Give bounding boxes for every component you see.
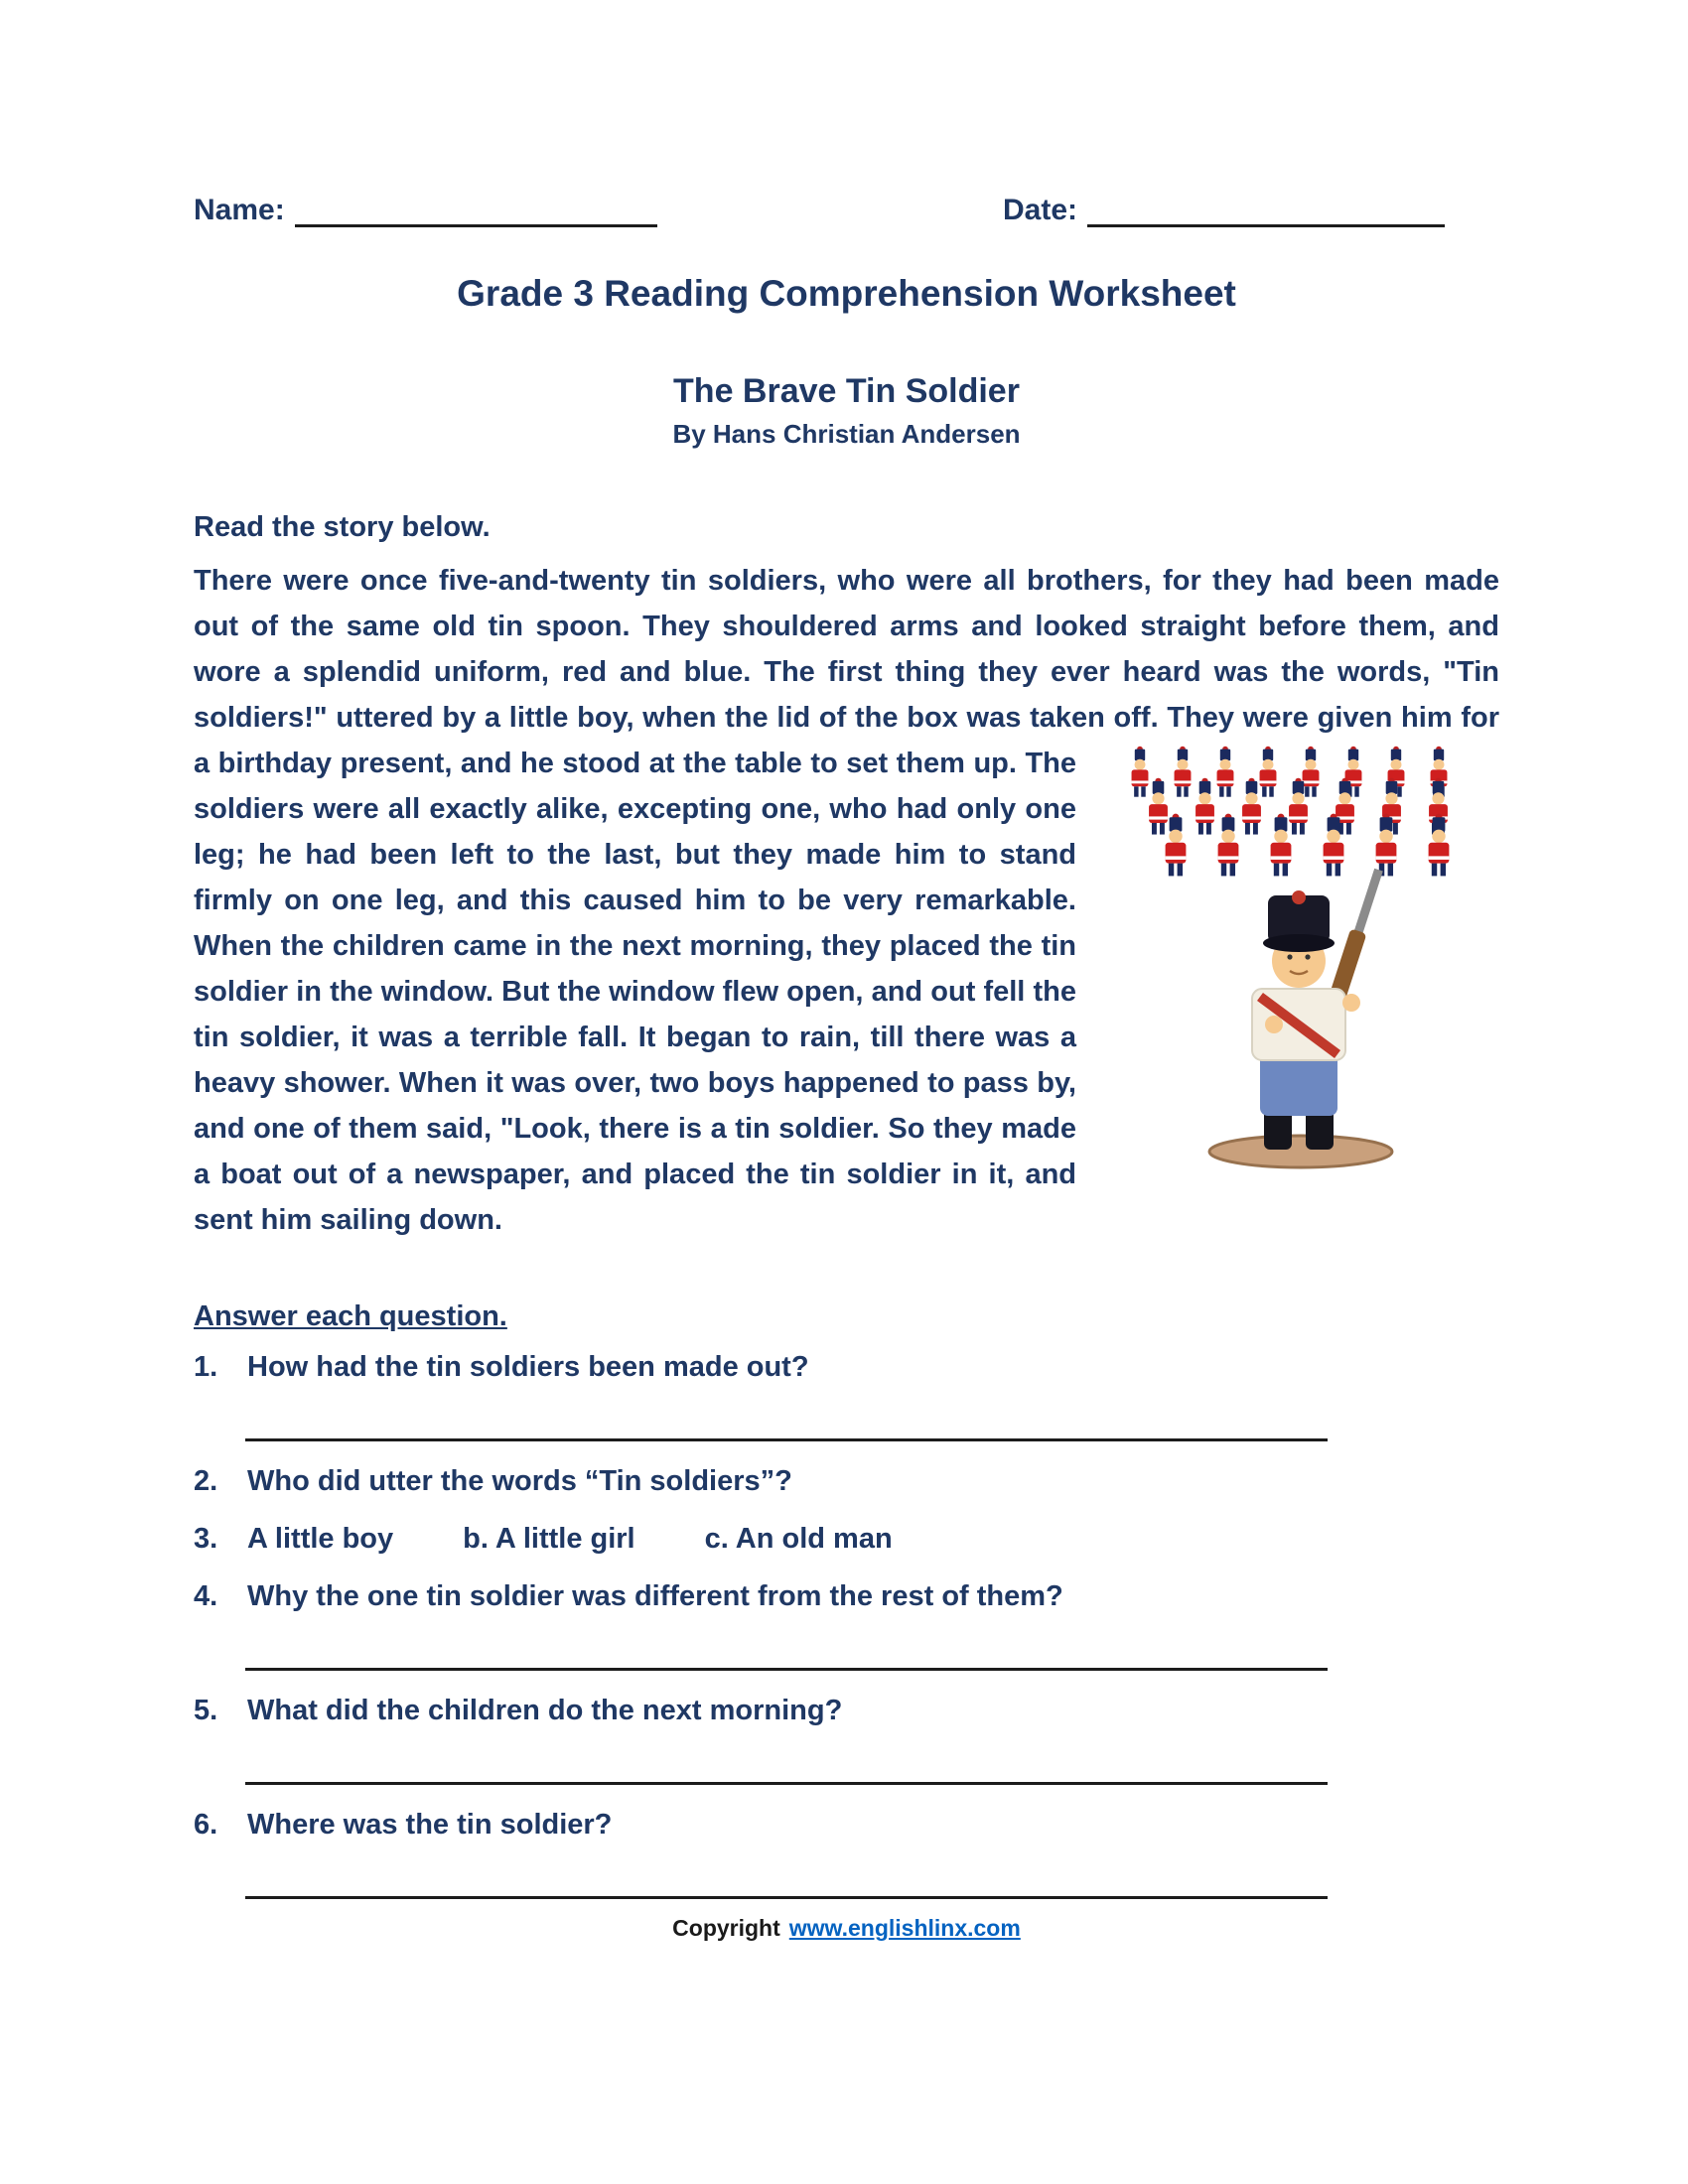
question-4 (194, 1572, 1499, 1620)
question-3 (194, 1515, 1499, 1563)
story-part-2: present, and he stood at the table to set them up. The soldiers were all exactly alike, excepting one, who had only one leg; he had been left to the last, but they made him to stand firmly on one leg, and this caused him to be very remarkable. When the children came in the next morning, they placed the tin soldier in the window. But the window flew open, and out fell the tin soldier, it was a terrible fall. It began to rain, till there was a heavy shower. When it was over, two boys happened to pass by, and one of them said, "Look, there is a tin soldier. So they made a boat out of a newspaper, and placed the tin soldier in it, and sent him sailing down. (194, 748, 1076, 1236)
name-blank-line (295, 195, 657, 227)
question-number: 5. (194, 1695, 218, 1726)
question-text: Why the one tin soldier was different from the rest of them? (247, 1580, 1063, 1612)
story-heading: Read the story below. (194, 511, 491, 543)
tin-soldier-figure-icon (1209, 867, 1392, 1167)
name-field-group (194, 194, 657, 227)
header-row (194, 194, 1499, 227)
tin-soldiers-illustration (1102, 745, 1499, 1173)
name-label: Name: (194, 194, 285, 226)
answer-line-5 (245, 1734, 1328, 1785)
date-field-group (1003, 194, 1445, 227)
question-text: How had the tin soldiers been made out? (247, 1351, 809, 1383)
copyright-label: Copyright (672, 1915, 780, 1941)
answer-line-4 (245, 1620, 1328, 1671)
question-number: 1. (194, 1351, 218, 1383)
question-1 (194, 1343, 1499, 1391)
question-2 (194, 1457, 1499, 1505)
question-number: 3. (194, 1523, 218, 1555)
date-label: Date: (1002, 194, 1077, 226)
englishlinx-link[interactable]: www.englishlinx.com (788, 1915, 1021, 1941)
question-text: Who did utter the words “Tin soldiers”? (247, 1465, 792, 1497)
question-option-a: A little boy (247, 1523, 394, 1555)
question-text: What did the children do the next morning? (247, 1695, 843, 1726)
date-blank-line (1087, 195, 1445, 227)
question-option-b: b. A little girl (463, 1523, 635, 1555)
question-5 (194, 1687, 1499, 1734)
question-number: 4. (194, 1580, 218, 1612)
tin-soldiers-crowd-icon (1132, 747, 1450, 877)
question-number: 6. (194, 1809, 218, 1841)
footer (194, 1915, 1499, 1942)
story-text (194, 558, 1499, 1243)
story-part-1: There were once five-and-twenty tin soldiers, who were all brothers, for they had been made out of the same old tin spoon. They shouldered arms and looked straight before them, and wore a splendid uniform, red and blue. The first thing they ever heard was the words, "Tin soldiers!" uttered by a little boy, when the lid of the box was taken off. They were given him for a birthday (194, 565, 1499, 779)
answer-line-6 (245, 1848, 1328, 1899)
story-title: The Brave Tin Soldier (673, 372, 1020, 410)
question-number: 2. (194, 1465, 218, 1497)
story-byline: By Hans Christian Andersen (672, 419, 1021, 449)
question-text: Where was the tin soldier? (247, 1809, 613, 1841)
page-title: Grade 3 Reading Comprehension Worksheet (457, 273, 1236, 314)
tin-soldiers-svg (1102, 745, 1499, 1173)
question-option-c: c. An old man (704, 1523, 893, 1555)
answer-line-1 (245, 1391, 1328, 1441)
questions-heading: Answer each question. (194, 1300, 507, 1332)
question-6 (194, 1801, 1499, 1848)
